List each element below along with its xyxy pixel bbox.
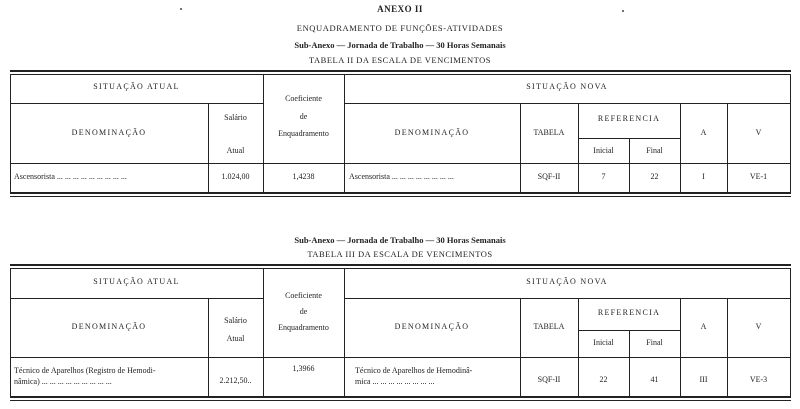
coeficiente-cell: 1,3966 [292,364,315,374]
table-top-rule-inner [10,268,791,269]
table-bottom-rule-inner [10,400,791,401]
v-header: V [755,128,762,138]
row-divider [344,298,790,299]
document-title: ENQUADRAMENTO DE FUNÇÕES-ATIVIDADES [296,23,504,33]
subanexo-caption: Sub-Anexo — Jornada de Trabalho — 30 Horas Semanais [294,235,506,245]
denominacao-cell: Ascensorista ... ... ... ... ... ... ... ... ... [14,172,127,182]
tabela-header: TABELA [533,322,565,332]
row-divider [578,138,680,139]
tabela-cell: SQF-II [537,375,561,385]
situacao-atual-header: SITUAÇÃO ATUAL [93,82,180,92]
denominacao-nova-cell-line1: Técnico de Aparelhos de Hemodinâ- [355,366,473,376]
denominacao-header: DENOMINAÇÃO [71,128,147,138]
row-divider [344,103,790,104]
salario-cell: 2.212,50.. [219,376,252,386]
referencia-header: REFERENCIA [597,308,661,318]
inicial-header: Inicial [593,146,614,156]
denominacao-nova-cell: Ascensorista ... ... ... ... ... ... ... ... [349,172,454,182]
salario-header-1: Salário [224,113,247,123]
salario-header-2: Atual [226,146,245,156]
table-bottom-rule [10,192,791,194]
denominacao-cell-line1: Técnico de Aparelhos (Registro de Hemodi- [14,366,156,376]
row-divider [10,163,790,164]
denominacao-nova-cell-line2: mica ... ... ... ... ... ... ... ... [355,377,435,387]
col-divider [790,75,791,192]
coeficiente-header-2: de [299,307,308,317]
coeficiente-header-1: Coeficiente [285,94,322,104]
row-divider [10,298,263,299]
anexo-title: ANEXO II [377,4,423,14]
subanexo-caption: Sub-Anexo — Jornada de Trabalho — 30 Horas Semanais [294,40,506,50]
salario-header-1: Salário [224,316,247,326]
v-cell: VE-3 [749,375,768,385]
denominacao-cell-line2: nâmica) ... ... ... ... ... ... ... ... ... [14,377,112,387]
row-divider [10,357,790,358]
situacao-atual-header: SITUAÇÃO ATUAL [93,277,180,287]
coeficiente-header-2: de [299,112,308,122]
row-divider [10,103,263,104]
referencia-header: REFERENCIA [597,114,661,124]
situacao-nova-header: SITUAÇÃO NOVA [526,82,608,92]
final-header: Final [646,338,663,348]
a-cell: III [699,375,708,385]
denominacao-header: DENOMINAÇÃO [71,322,147,332]
final-cell: 41 [650,375,659,385]
final-header: Final [646,146,663,156]
coeficiente-cell: 1,4238 [292,172,315,182]
tabela-cell: SQF-II [537,172,561,182]
row-divider [578,330,680,331]
coeficiente-header-3: Enquadramento [278,129,329,139]
tabela-header: TABELA [533,128,565,138]
a-cell: I [702,172,705,182]
table-bottom-rule-inner [10,196,791,197]
a-header: A [700,322,707,332]
table-caption: TABELA II DA ESCALA DE VENCIMENTOS [309,55,491,65]
inicial-cell: 22 [599,375,608,385]
table-bottom-rule [10,396,791,398]
table-top-rule [10,264,791,266]
coeficiente-header-3: Enquadramento [278,323,329,333]
salario-cell: 1.024,00 [221,172,250,182]
inicial-header: Inicial [593,338,614,348]
table-caption: TABELA III DA ESCALA DE VENCIMENTOS [307,249,493,259]
final-cell: 22 [650,172,659,182]
table-top-rule [10,70,791,72]
table-top-rule-inner [10,74,791,75]
salario-header-2: Atual [226,334,245,344]
a-header: A [700,128,707,138]
coeficiente-header-1: Coeficiente [285,291,322,301]
denominacao-nova-header: DENOMINAÇÃO [394,128,470,138]
situacao-nova-header: SITUAÇÃO NOVA [526,277,608,287]
col-divider [790,269,791,396]
v-header: V [755,322,762,332]
inicial-cell: 7 [601,172,606,182]
v-cell: VE-1 [749,172,768,182]
denominacao-nova-header: DENOMINAÇÃO [394,322,470,332]
